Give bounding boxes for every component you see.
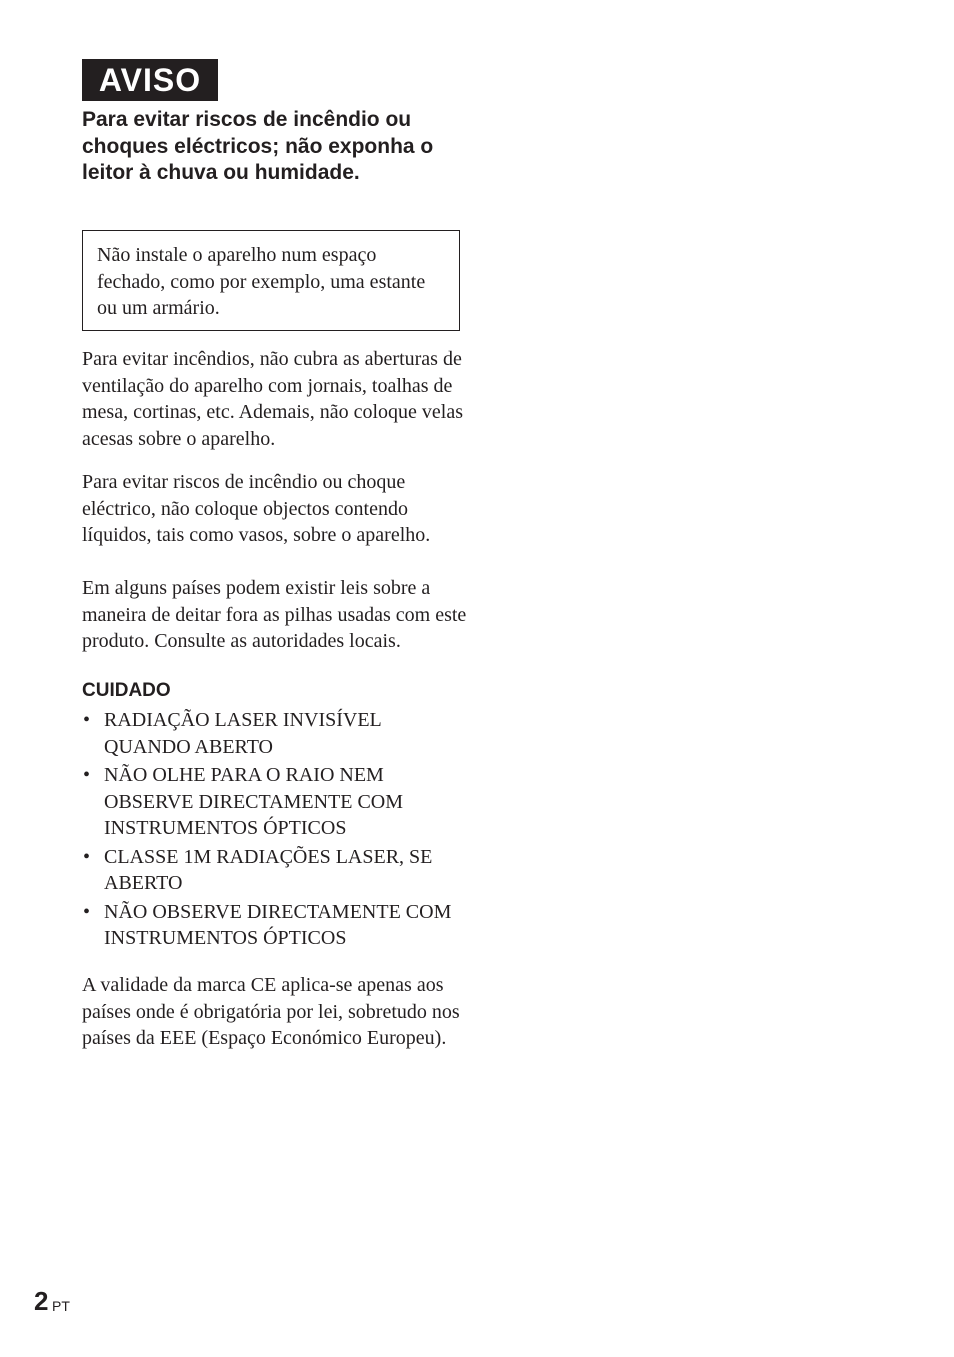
- caution-item: [82, 762, 472, 842]
- ce-mark-paragraph: A validade da marca CE aplica-se apenas aos países onde é obrigatória por lei, sobretudo nos países da EEE (Espaço Económico Europeu).: [82, 974, 460, 1049]
- bullet-icon: •: [83, 845, 91, 868]
- page-language-code: PT: [52, 1298, 70, 1314]
- installation-note-box: Não instale o aparelho num espaço fechado, como por exemplo, uma estante ou um armário.: [82, 230, 460, 331]
- section-heading-aviso: AVISO: [82, 59, 218, 101]
- caution-item-text: RADIAÇÃO LASER INVISÍVEL QUANDO ABERTO: [104, 709, 382, 758]
- bullet-icon: •: [83, 709, 91, 731]
- batteries-paragraph: Em alguns países podem existir leis sobre a maneira de deitar fora as pilhas usadas com este produto. Consulte as autoridades locais.: [82, 577, 467, 652]
- bullet-icon: •: [83, 900, 91, 923]
- caution-item-text: CLASSE 1M RADIAÇÕES LASER, SE ABERTO: [104, 845, 433, 894]
- caution-title: CUIDADO: [82, 680, 171, 701]
- caution-item: [82, 707, 472, 760]
- bullet-icon: •: [83, 764, 91, 786]
- caution-item-text: NÃO OBSERVE DIRECTAMENTE COM INSTRUMENTOS ÓPTICOS: [104, 900, 452, 949]
- caution-item: [82, 899, 472, 952]
- caution-list: [82, 707, 472, 954]
- ventilation-paragraph: Para evitar incêndios, não cubra as aberturas de ventilação do aparelho com jornais, toalhas de mesa, cortinas, etc. Ademais, não coloque velas acesas sobre o aparelho.: [82, 348, 463, 450]
- page-number: 2: [34, 1286, 49, 1316]
- caution-item: [82, 844, 472, 897]
- liquids-paragraph: Para evitar riscos de incêndio ou choque eléctrico, não coloque objectos contendo líquidos, tais como vasos, sobre o aparelho.: [82, 471, 431, 546]
- caution-item-text: NÃO OLHE PARA O RAIO NEM OBSERVE DIRECTAMENTE COM INSTRUMENTOS ÓPTICOS: [104, 764, 404, 839]
- fire-shock-warning: Para evitar riscos de incêndio ou choques eléctricos; não exponha o leitor à chuva ou humidade.: [82, 108, 434, 185]
